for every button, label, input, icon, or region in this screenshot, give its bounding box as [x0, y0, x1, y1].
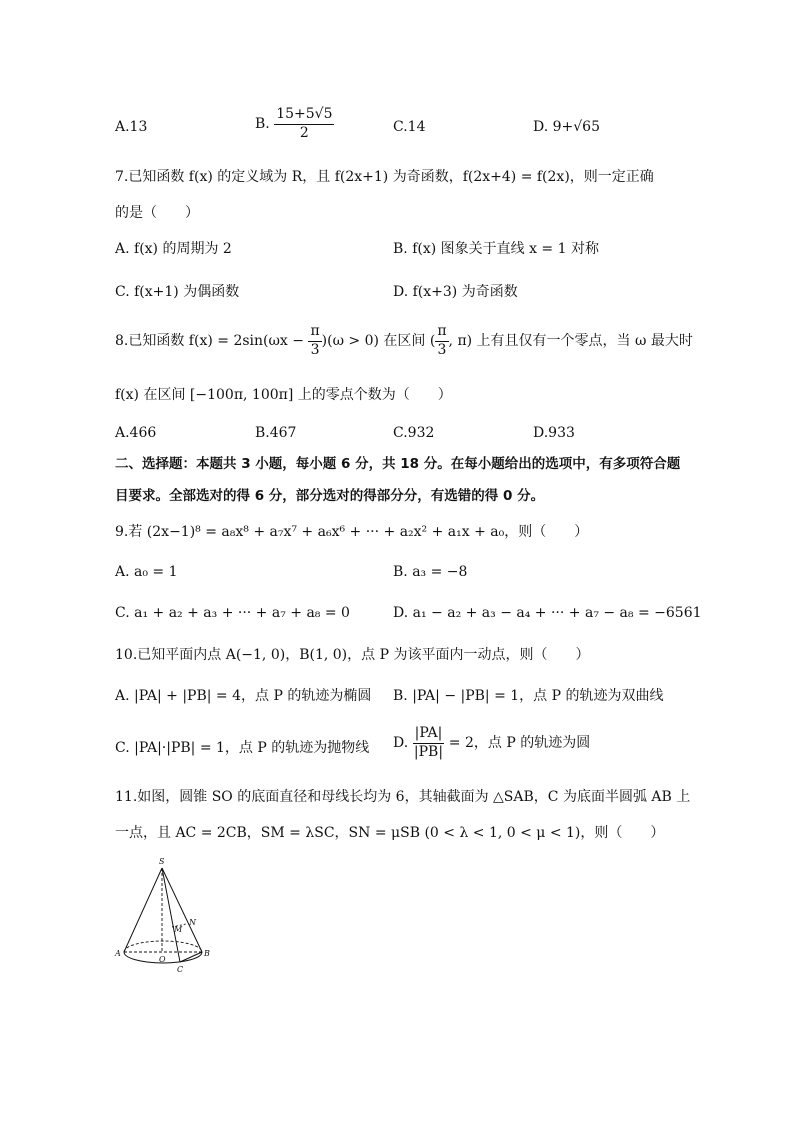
figure-label-m: M: [174, 925, 183, 934]
cone-figure: [110, 852, 220, 977]
q8-stem-part2: )(ω > 0) 在区间 (: [321, 333, 436, 349]
q10-option-c: C. |PA|·|PB| = 1，点 P 的轨迹为抛物线: [115, 740, 370, 756]
q9-option-c: C. a₁ + a₂ + a₃ + ··· + a₇ + a₈ = 0: [115, 605, 350, 621]
q11-stem-line2: 一点，且 AC = 2CB，SM = λSC，SN = μSB (0 < λ < 1, 0 < μ < 1)，则（ ）: [115, 825, 665, 841]
q8-stem-part1: 8.已知函数 f(x) = 2sin(ωx −: [115, 333, 304, 349]
q8-stem-part3: , π) 上有且仅有一个零点，当 ω 最大时: [448, 333, 693, 349]
q10-stem: 10.已知平面内点 A(−1, 0)，B(1, 0)，点 P 为该平面内一动点，则（ ）: [115, 647, 590, 663]
fraction-numerator: π: [308, 323, 321, 342]
figure-label-c: C: [177, 965, 184, 974]
q7-option-a: A. f(x) 的周期为 2: [115, 241, 232, 257]
q7-option-b: B. f(x) 图象关于直线 x = 1 对称: [393, 241, 599, 257]
q6-option-b-prefix: B.: [255, 116, 270, 132]
fraction-denominator: 3: [437, 341, 447, 358]
section-heading-line1: 二、选择题：本题共 3 小题，每小题 6 分，共 18 分。在每小题给出的选项中，有多项符合题: [115, 456, 681, 472]
q10-option-d: [393, 725, 590, 761]
fraction-numerator: |PA|: [413, 725, 445, 744]
q6-option-a: A.13: [115, 119, 148, 135]
q8-stem-line1: [115, 323, 693, 359]
fraction-denominator: 3: [310, 341, 320, 358]
q7-stem-line2: 的是（ ）: [115, 205, 199, 221]
q11-stem-line1: 11.如图，圆锥 SO 的底面直径和母线长均为 6，其轴截面为 △SAB，C 为底面半圆弧 AB 上: [115, 789, 691, 805]
q10-option-d-suffix: = 2，点 P 的轨迹为圆: [448, 735, 591, 751]
q7-stem-line1: 7.已知函数 f(x) 的定义域为 R，且 f(2x+1) 为奇函数，f(2x+4) = f(2x)，则一定正确: [115, 169, 654, 185]
q8-option-c: C.932: [393, 425, 435, 441]
q9-option-d: D. a₁ − a₂ + a₃ − a₄ + ··· + a₇ − a₈ = −6561: [393, 605, 702, 621]
q6-option-b: [255, 106, 334, 142]
q10-option-d-prefix: D.: [393, 735, 409, 751]
q9-stem: 9.若 (2x−1)⁸ = a₈x⁸ + a₇x⁷ + a₆x⁶ + ··· + a₂x² + a₁x + a₀，则（ ）: [115, 524, 589, 540]
q8-fraction-interval-start: [435, 323, 448, 359]
q6-option-b-fraction: [274, 106, 334, 142]
figure-label-s: S: [159, 857, 165, 866]
cone-edge-sb: [162, 868, 202, 952]
q7-option-c: C. f(x+1) 为偶函数: [115, 284, 240, 300]
q9-option-b: B. a₃ = −8: [393, 564, 468, 580]
fraction-denominator: 2: [299, 124, 309, 141]
figure-label-n: N: [189, 918, 196, 927]
q6-option-c: C.14: [393, 119, 426, 135]
q8-option-b: B.467: [255, 425, 297, 441]
q10-option-b: B. |PA| − |PB| = 1，点 P 的轨迹为双曲线: [393, 688, 664, 704]
cone-edge-sa: [124, 868, 162, 952]
cone-base-back-arc: [124, 941, 202, 952]
q10-option-d-fraction: [413, 725, 445, 761]
figure-label-b: B: [204, 949, 210, 958]
q6-option-d: D. 9+√65: [533, 119, 600, 135]
cone-segment-sc: [162, 868, 180, 962]
q8-fraction-pi-over-3: [308, 323, 321, 359]
q8-stem-line2: f(x) 在区间 [−100π, 100π] 上的零点个数为（ ）: [115, 387, 452, 403]
q10-option-a: A. |PA| + |PB| = 4，点 P 的轨迹为椭圆: [115, 688, 372, 704]
q8-option-d: D.933: [533, 425, 575, 441]
figure-label-o: O: [159, 955, 166, 964]
fraction-numerator: 15+5√5: [274, 106, 334, 125]
figure-label-a: A: [115, 949, 121, 958]
q8-option-a: A.466: [115, 425, 157, 441]
q7-option-d: D. f(x+3) 为奇函数: [393, 284, 518, 300]
q9-option-a: A. a₀ = 1: [115, 564, 178, 580]
section-heading-line2: 目要求。全部选对的得 6 分，部分选对的得部分分，有选错的得 0 分。: [115, 488, 545, 504]
fraction-denominator: |PB|: [413, 743, 444, 760]
fraction-numerator: π: [435, 323, 448, 342]
